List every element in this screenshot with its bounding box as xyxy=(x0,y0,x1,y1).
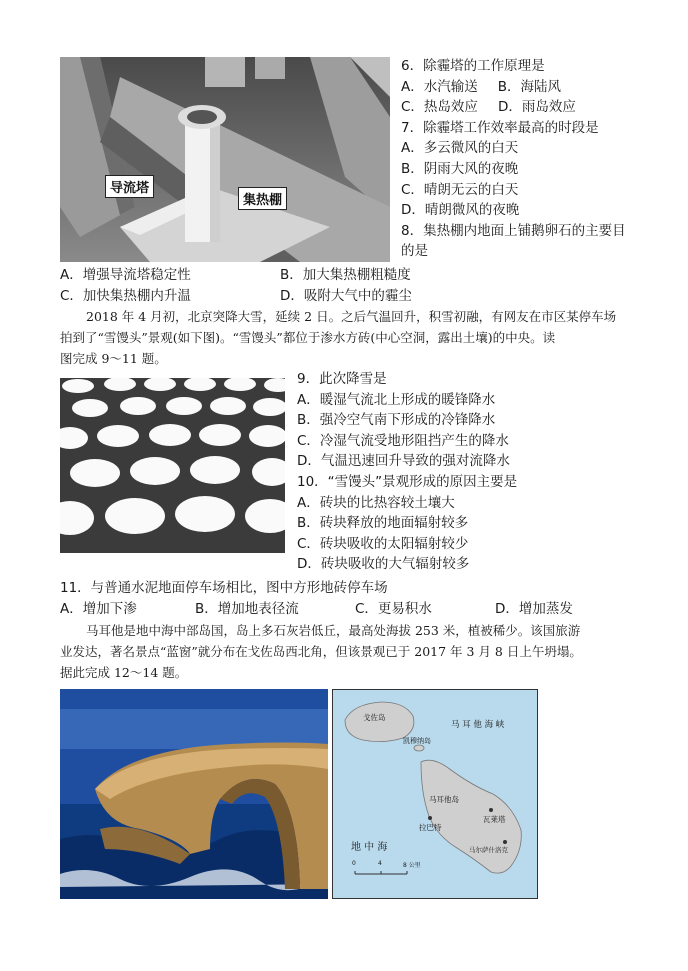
q11-option-d: D．增加蒸发 xyxy=(495,600,573,617)
snow-buns-photo xyxy=(60,378,285,553)
q7-option-c: C．晴朗无云的白天 xyxy=(401,181,519,198)
q7-option-b: B．阴雨大风的夜晚 xyxy=(401,160,519,177)
q8-stem-line1: 8．集热棚内地面上铺鹅卵石的主要目 xyxy=(401,222,626,239)
q6-option-a: A．水汽输送 xyxy=(401,78,478,95)
scale-8: 8 公里 xyxy=(403,862,421,869)
passage-malta-line3: 据此完成 12～14 题。 xyxy=(60,665,188,680)
question-group-9-10 xyxy=(297,369,517,575)
q10-stem: 10．“雪馒头”景观形成的原因主要是 xyxy=(297,473,518,490)
label-malta-island: 马耳他岛 xyxy=(429,795,459,804)
question-11 xyxy=(60,578,573,619)
q7-stem: 7．除霾塔工作效率最高的时段是 xyxy=(401,119,599,136)
label-comino: 凯穆纳岛 xyxy=(403,737,431,745)
q8-option-b: B．加大集热棚粗糙度 xyxy=(280,267,411,283)
passage-snow-line3: 图完成 9～11 题。 xyxy=(60,351,167,366)
q9-stem: 9．此次降雪是 xyxy=(297,371,387,387)
passage-malta-line2: 业发达，著名景点“蓝窗”就分布在戈佐岛西北角，但该景观已于 2017 年 3 月 8 日上午坍塌。 xyxy=(60,644,582,659)
passage-malta xyxy=(60,620,660,683)
label-marsaxlokk: 马尔萨什洛克 xyxy=(469,846,508,854)
passage-malta-line1: 马耳他是地中海中部岛国，岛上多石灰岩低丘，最高处海拔 253 米，植被稀少。该国旅游 xyxy=(86,623,581,638)
q6-option-b: B．海陆风 xyxy=(497,78,562,95)
haze-tower-photo xyxy=(60,57,390,262)
q6-option-c: C．热岛效应 xyxy=(401,99,478,116)
label-rabat: 拉巴特 xyxy=(419,823,442,832)
q10-option-a: A．砖块的比热容较土壤大 xyxy=(297,494,455,511)
q11-option-c: C．更易积水 xyxy=(355,600,432,617)
q8-stem-line2: 的是 xyxy=(401,243,428,260)
scale-4: 4 xyxy=(378,860,382,867)
q10-option-b: B．砖块释放的地面辐射较多 xyxy=(297,515,469,532)
question-group-6-8 xyxy=(401,56,626,262)
q6-options-cd xyxy=(401,97,626,118)
q11-stem: 11．与普通水泥地面停车场相比，图中方形地砖停车场 xyxy=(60,580,388,596)
q7-option-d: D．晴朗微风的夜晚 xyxy=(401,202,520,219)
q6-stem: 6．除霾塔的工作原理是 xyxy=(401,58,545,74)
q8-option-d: D．吸附大气中的霾尘 xyxy=(280,287,412,304)
passage-snow-line1: 2018 年 4 月初，北京突降大雪，延续 2 日。之后气温回升，积雪初融，有网友在市区某停车场 xyxy=(86,309,617,324)
q10-option-c: C．砖块吸收的太阳辐射较少 xyxy=(297,535,469,552)
shed-label: 集热棚 xyxy=(238,187,287,210)
q8-option-c: C．加快集热棚内升温 xyxy=(60,287,191,304)
haze-tower-illustration xyxy=(60,57,390,262)
tower-label: 导流塔 xyxy=(105,175,154,198)
q9-option-a: A．暖湿气流北上形成的暖锋降水 xyxy=(297,391,496,408)
passage-snow xyxy=(60,306,660,369)
q11-option-b: B．增加地表径流 xyxy=(195,600,299,617)
q11-option-a: A．增加下渗 xyxy=(60,600,137,617)
scale-0: 0 xyxy=(352,860,356,867)
azure-window-illustration xyxy=(60,689,328,899)
q6-option-d: D．雨岛效应 xyxy=(497,99,576,116)
label-malta-strait: 马 耳 他 海 峡 xyxy=(451,720,505,730)
q10-option-d: D．砖块吸收的大气辐射较多 xyxy=(297,556,470,573)
q6-options-ab xyxy=(401,77,626,98)
malta-map xyxy=(332,689,538,899)
q9-option-b: B．强冷空气南下形成的冷锋降水 xyxy=(297,412,496,429)
q7-option-a: A．多云微风的白天 xyxy=(401,140,519,157)
snow-buns-illustration xyxy=(60,378,285,553)
q9-option-d: D．气温迅速回升导致的强对流降水 xyxy=(297,453,510,470)
label-mediterranean: 地 中 海 xyxy=(351,842,388,853)
azure-window-photo xyxy=(60,689,328,899)
passage-snow-line2: 拍到了“雪馒头”景观(如下图)。“雪馒头”都位于渗水方砖(中心空洞，露出土壤)的中央。读 xyxy=(60,330,556,345)
label-valletta: 瓦莱塔 xyxy=(483,815,506,824)
q8-option-a: A．增强导流塔稳定性 xyxy=(60,267,191,283)
q8-options xyxy=(60,265,412,306)
label-gozo: 戈佐岛 xyxy=(363,713,386,722)
q9-option-c: C．冷湿气流受地形阻挡产生的降水 xyxy=(297,432,509,449)
